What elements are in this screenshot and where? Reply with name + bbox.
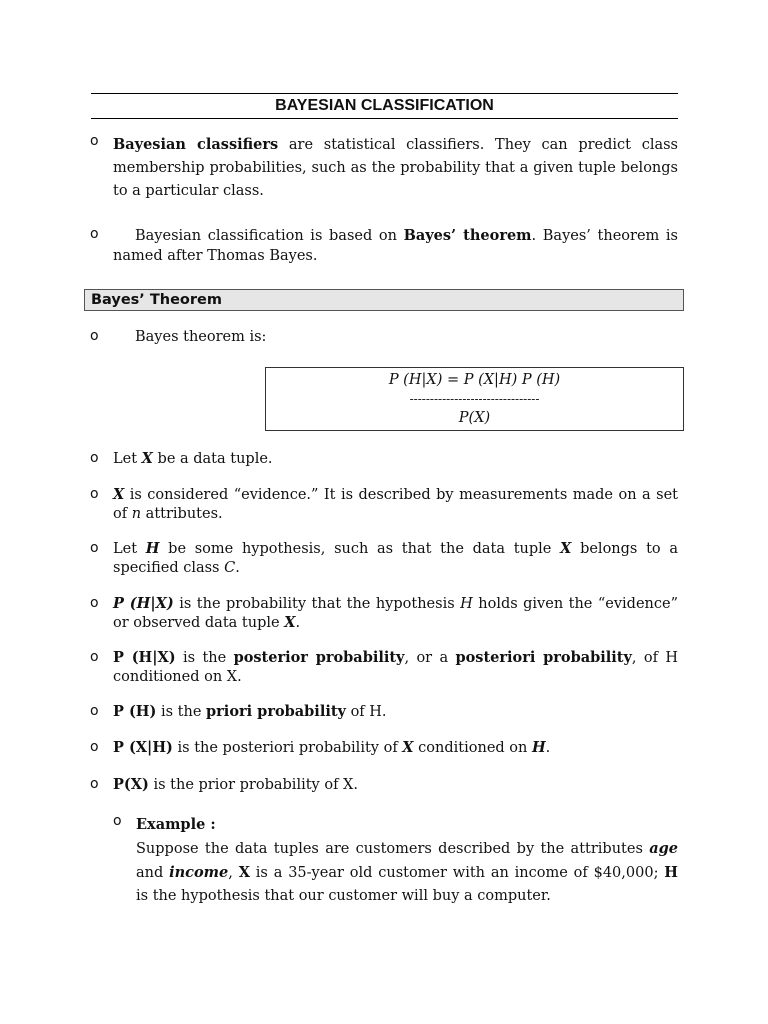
bold-term: Bayesian classifiers [113, 136, 279, 153]
bullet-marker: o [90, 540, 99, 556]
bullet-marker: o [90, 133, 99, 149]
bullet-marker: o [90, 739, 99, 755]
bullet-marker: o [90, 776, 99, 792]
example-block [113, 813, 678, 908]
bullet-marker: o [90, 486, 99, 502]
formula-denominator: P(X) [458, 410, 491, 426]
example-text: Suppose the data tuples are customers described by the attributes age and income, X is a 35-year old customer with an income of $40,000; H is the hypothesis that our customer will buy a computer. [136, 840, 678, 904]
bullet-marker: o [90, 649, 99, 665]
intro-paragraph-2: o Bayesian classification is based on Bayes’ theorem. Bayes’ theorem is named after Thomas Bayes. [90, 226, 678, 264]
bullet-item: o P (H) is the priori probability of H. [90, 703, 387, 720]
bullet-marker: o [90, 450, 99, 466]
bullet-item: o P (X|H) is the posteriori probability of X conditioned on H. [90, 739, 551, 756]
document-title: BAYESIAN CLASSIFICATION [275, 97, 494, 114]
formula-divider: -------------------------------- [409, 392, 540, 406]
bold-term: Bayes’ theorem [403, 227, 532, 244]
document-title-block [91, 93, 678, 119]
section-heading-bar [84, 289, 684, 311]
bullet-item: o Let H be some hypothesis, such as that the data tuple X belongs to a specified class C. [90, 540, 678, 576]
formula-numerator: P (H|X) = P (X|H) P (H) [388, 372, 561, 388]
bullet-item: o Let X be a data tuple. [90, 450, 273, 467]
bullet-marker: o [90, 226, 99, 242]
example-heading: Example : [136, 816, 216, 833]
bullet-item: o X is considered “evidence.” It is described by measurements made on a set of n attributes. [90, 486, 678, 522]
formula-box [265, 367, 684, 431]
bullet-marker: o [90, 328, 99, 344]
bullet-item: o P (H|X) is the posterior probability, or a posteriori probability, of H conditioned on X. [90, 649, 678, 685]
bullet-marker: o [113, 813, 122, 829]
section-heading: Bayes’ Theorem [91, 292, 222, 308]
bullet-item: o P (H|X) is the probability that the hypothesis H holds given the “evidence” or observed data tuple X. [90, 595, 678, 631]
bullet-marker: o [90, 595, 99, 611]
theorem-intro: o Bayes theorem is: [90, 328, 267, 345]
intro-paragraph-1: o Bayesian classifiers are statistical classifiers. They can predict class membership probabilities, such as the probability that a given tuple belongs to a particular class. [90, 133, 678, 199]
bullet-item: o P(X) is the prior probability of X. [90, 776, 358, 793]
bullet-marker: o [90, 703, 99, 719]
